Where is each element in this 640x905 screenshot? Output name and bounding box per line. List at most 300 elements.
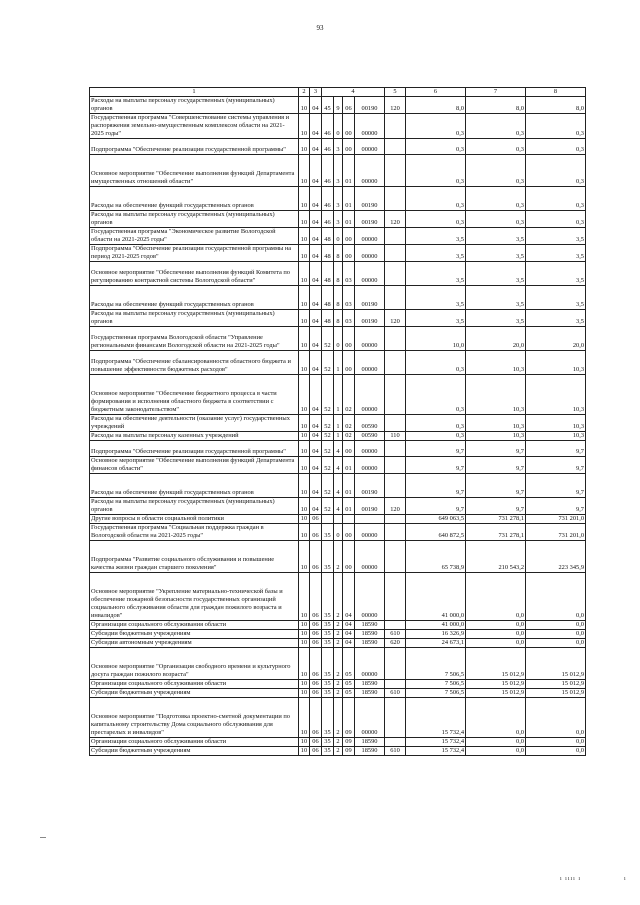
row-direction: 00000 xyxy=(355,155,385,187)
row-value-2021: 10,0 xyxy=(406,327,466,351)
row-value-2022: 0,0 xyxy=(466,738,526,747)
table-row xyxy=(90,698,586,738)
row-event: 04 xyxy=(343,630,355,639)
row-value-2022: 3,5 xyxy=(466,286,526,310)
row-direction: 18590 xyxy=(355,689,385,698)
row-value-2023: 8,0 xyxy=(526,97,586,114)
row-program: 46 xyxy=(322,211,334,228)
row-direction: 00000 xyxy=(355,375,385,415)
row-value-2023: 0,0 xyxy=(526,738,586,747)
row-subprogram: 2 xyxy=(334,630,343,639)
table-row xyxy=(90,415,586,432)
row-value-2022: 3,5 xyxy=(466,228,526,245)
row-direction: 00590 xyxy=(355,415,385,432)
row-subsection: 04 xyxy=(310,375,322,415)
row-direction: 00190 xyxy=(355,474,385,498)
row-direction xyxy=(355,515,385,524)
row-program: 35 xyxy=(322,541,334,573)
row-subprogram: 0 xyxy=(334,228,343,245)
row-program: 35 xyxy=(322,648,334,680)
row-program: 52 xyxy=(322,415,334,432)
row-expense-type xyxy=(385,187,406,211)
row-section: 10 xyxy=(299,457,310,474)
row-expense-type xyxy=(385,155,406,187)
row-name: Основное мероприятие "Обеспечение выполнения функций Комитета по регулированию контрактной системы Вологодской области" xyxy=(90,262,299,286)
table-row xyxy=(90,680,586,689)
row-event: 09 xyxy=(343,747,355,756)
row-value-2021: 0,3 xyxy=(406,155,466,187)
row-value-2022: 731 278,1 xyxy=(466,515,526,524)
row-program: 35 xyxy=(322,639,334,648)
row-program: 35 xyxy=(322,621,334,630)
row-subprogram: 0 xyxy=(334,114,343,139)
row-value-2023: 3,5 xyxy=(526,228,586,245)
row-name: Подпрограмма "Обеспечение сбалансированности областного бюджета и повышение эффективности бюджетных расходов" xyxy=(90,351,299,375)
row-name: Государственная программа "Совершенствование системы управления и распоряжения земельно-имущественным комплексом области на 2021-2025 годы" xyxy=(90,114,299,139)
row-name: Расходы на выплаты персоналу государственных (муниципальных) органов xyxy=(90,211,299,228)
row-value-2022: 15 012,9 xyxy=(466,648,526,680)
row-value-2021: 0,3 xyxy=(406,351,466,375)
row-value-2022: 10,3 xyxy=(466,375,526,415)
row-expense-type xyxy=(385,351,406,375)
row-value-2023: 9,7 xyxy=(526,441,586,457)
header-col-1: 1 xyxy=(90,88,299,97)
row-section: 10 xyxy=(299,747,310,756)
row-direction: 00000 xyxy=(355,648,385,680)
row-event: 00 xyxy=(343,441,355,457)
row-direction: 00000 xyxy=(355,457,385,474)
table-row xyxy=(90,648,586,680)
row-program: 46 xyxy=(322,187,334,211)
row-value-2022: 8,0 xyxy=(466,97,526,114)
row-subprogram: 4 xyxy=(334,457,343,474)
row-name: Расходы на выплаты персоналу казенных учреждений xyxy=(90,432,299,441)
row-event: 03 xyxy=(343,286,355,310)
row-program xyxy=(322,515,334,524)
row-subsection: 06 xyxy=(310,630,322,639)
row-expense-type xyxy=(385,228,406,245)
row-subprogram: 2 xyxy=(334,573,343,621)
row-subsection: 04 xyxy=(310,262,322,286)
row-subprogram: 3 xyxy=(334,211,343,228)
row-section: 10 xyxy=(299,524,310,541)
row-event: 00 xyxy=(343,228,355,245)
row-expense-type xyxy=(385,698,406,738)
table-row xyxy=(90,187,586,211)
row-name: Расходы на обеспечение функций государственных органов xyxy=(90,286,299,310)
row-program: 35 xyxy=(322,747,334,756)
row-value-2023: 0,3 xyxy=(526,155,586,187)
row-subsection: 04 xyxy=(310,245,322,262)
row-event: 09 xyxy=(343,738,355,747)
table-row xyxy=(90,97,586,114)
row-direction: 00000 xyxy=(355,441,385,457)
row-subsection: 06 xyxy=(310,689,322,698)
row-name: Расходы на обеспечение функций государственных органов xyxy=(90,187,299,211)
row-direction: 00190 xyxy=(355,211,385,228)
row-name: Подпрограмма "Обеспечение реализации государственной программы" xyxy=(90,139,299,155)
row-section: 10 xyxy=(299,211,310,228)
row-subsection: 04 xyxy=(310,498,322,515)
row-value-2023: 0,3 xyxy=(526,139,586,155)
row-event: 02 xyxy=(343,375,355,415)
row-expense-type: 110 xyxy=(385,432,406,441)
table-row xyxy=(90,541,586,573)
row-section: 10 xyxy=(299,155,310,187)
row-event: 03 xyxy=(343,310,355,327)
row-subsection: 04 xyxy=(310,415,322,432)
row-value-2022: 0,0 xyxy=(466,573,526,621)
row-subprogram: 8 xyxy=(334,245,343,262)
row-value-2021: 16 326,9 xyxy=(406,630,466,639)
row-subprogram: 2 xyxy=(334,639,343,648)
row-name: Основное мероприятие "Обеспечение выполнения функций Департамента имущественных отношений области" xyxy=(90,155,299,187)
row-section: 10 xyxy=(299,698,310,738)
row-event: 09 xyxy=(343,698,355,738)
row-section: 10 xyxy=(299,680,310,689)
row-subprogram: 2 xyxy=(334,621,343,630)
row-subprogram: 3 xyxy=(334,155,343,187)
row-expense-type: 120 xyxy=(385,498,406,515)
header-col-5: 5 xyxy=(385,88,406,97)
table-row xyxy=(90,211,586,228)
row-value-2021: 0,3 xyxy=(406,139,466,155)
row-section: 10 xyxy=(299,541,310,573)
row-program: 52 xyxy=(322,441,334,457)
row-subsection: 06 xyxy=(310,680,322,689)
row-section: 10 xyxy=(299,139,310,155)
row-program: 48 xyxy=(322,245,334,262)
row-subsection: 06 xyxy=(310,524,322,541)
row-program: 45 xyxy=(322,97,334,114)
table-row xyxy=(90,286,586,310)
row-name: Субсидии бюджетным учреждениям xyxy=(90,747,299,756)
row-value-2021: 0,3 xyxy=(406,187,466,211)
table-row xyxy=(90,114,586,139)
row-subprogram: 2 xyxy=(334,541,343,573)
row-event: 05 xyxy=(343,648,355,680)
row-subsection: 06 xyxy=(310,573,322,621)
row-direction: 18590 xyxy=(355,639,385,648)
row-event: 02 xyxy=(343,415,355,432)
row-value-2023: 0,3 xyxy=(526,114,586,139)
row-expense-type xyxy=(385,114,406,139)
row-value-2022: 3,5 xyxy=(466,245,526,262)
row-expense-type: 120 xyxy=(385,211,406,228)
row-direction: 00000 xyxy=(355,327,385,351)
row-value-2021: 15 732,4 xyxy=(406,747,466,756)
row-subsection: 06 xyxy=(310,648,322,680)
row-subprogram: 2 xyxy=(334,698,343,738)
row-program: 52 xyxy=(322,375,334,415)
row-expense-type: 610 xyxy=(385,630,406,639)
row-value-2023: 15 012,9 xyxy=(526,648,586,680)
row-expense-type xyxy=(385,415,406,432)
row-value-2021: 24 673,1 xyxy=(406,639,466,648)
row-subprogram: 0 xyxy=(334,524,343,541)
table-row xyxy=(90,245,586,262)
row-section: 10 xyxy=(299,187,310,211)
row-subsection: 04 xyxy=(310,187,322,211)
row-value-2023: 0,0 xyxy=(526,621,586,630)
header-col-2: 2 xyxy=(299,88,310,97)
table-row xyxy=(90,327,586,351)
row-program: 35 xyxy=(322,689,334,698)
row-name: Основное мероприятие "Обеспечение выполнения функций Департамента финансов области" xyxy=(90,457,299,474)
table-row xyxy=(90,139,586,155)
row-value-2021: 7 506,5 xyxy=(406,689,466,698)
row-direction: 00190 xyxy=(355,286,385,310)
row-subsection: 06 xyxy=(310,639,322,648)
row-subsection: 04 xyxy=(310,97,322,114)
table-row xyxy=(90,524,586,541)
budget-table xyxy=(89,87,586,756)
row-value-2022: 3,5 xyxy=(466,310,526,327)
row-program: 46 xyxy=(322,155,334,187)
row-value-2021: 3,5 xyxy=(406,262,466,286)
row-direction: 00000 xyxy=(355,698,385,738)
row-expense-type: 610 xyxy=(385,689,406,698)
row-name: Основное мероприятие "Организация свободного времени и культурного досуга граждан пожилого возраста" xyxy=(90,648,299,680)
row-expense-type xyxy=(385,375,406,415)
row-value-2023: 3,5 xyxy=(526,286,586,310)
row-section: 10 xyxy=(299,97,310,114)
row-program: 35 xyxy=(322,698,334,738)
row-expense-type: 120 xyxy=(385,310,406,327)
row-name: Расходы на выплаты персоналу государственных (муниципальных) органов xyxy=(90,498,299,515)
row-value-2023: 0,0 xyxy=(526,630,586,639)
header-col-4: 4 xyxy=(322,88,385,97)
row-subsection: 04 xyxy=(310,474,322,498)
table-row xyxy=(90,351,586,375)
row-name: Организации социального обслуживания области xyxy=(90,738,299,747)
row-event: 03 xyxy=(343,262,355,286)
header-col-7: 7 xyxy=(466,88,526,97)
row-expense-type xyxy=(385,648,406,680)
row-value-2022: 0,3 xyxy=(466,187,526,211)
row-expense-type xyxy=(385,474,406,498)
row-event: 00 xyxy=(343,114,355,139)
row-value-2023: 0,0 xyxy=(526,698,586,738)
table-row xyxy=(90,738,586,747)
row-event: 00 xyxy=(343,351,355,375)
row-subprogram: 1 xyxy=(334,375,343,415)
row-name: Расходы на выплаты персоналу государственных (муниципальных) органов xyxy=(90,97,299,114)
row-expense-type xyxy=(385,738,406,747)
row-section: 10 xyxy=(299,375,310,415)
row-subprogram: 2 xyxy=(334,689,343,698)
row-value-2022: 0,0 xyxy=(466,621,526,630)
row-program: 52 xyxy=(322,498,334,515)
row-value-2023: 731 201,0 xyxy=(526,515,586,524)
row-value-2021: 9,7 xyxy=(406,457,466,474)
row-section: 10 xyxy=(299,573,310,621)
row-value-2022: 10,3 xyxy=(466,432,526,441)
row-name: Подпрограмма "Обеспечение реализации государственной программы на период 2021-2025 годов" xyxy=(90,245,299,262)
row-direction: 00190 xyxy=(355,187,385,211)
row-section: 10 xyxy=(299,245,310,262)
row-value-2021: 7 506,5 xyxy=(406,648,466,680)
row-value-2023: 0,3 xyxy=(526,187,586,211)
row-name: Государственная программа "Социальная поддержка граждан в Вологодской области на 2021-2025 годы" xyxy=(90,524,299,541)
row-program: 35 xyxy=(322,573,334,621)
row-event: 00 xyxy=(343,524,355,541)
row-name: Подпрограмма "Обеспечение реализации государственной программы" xyxy=(90,441,299,457)
row-value-2023: 0,0 xyxy=(526,747,586,756)
row-subprogram: 8 xyxy=(334,262,343,286)
row-value-2022: 0,0 xyxy=(466,639,526,648)
table-row xyxy=(90,441,586,457)
row-direction: 18590 xyxy=(355,630,385,639)
row-name: Основное мероприятие "Подготовка проектно-сметной документации по капитальному строительству Дома социального обслуживания для престарелых и инвалидов" xyxy=(90,698,299,738)
table-row xyxy=(90,310,586,327)
row-value-2023: 10,3 xyxy=(526,375,586,415)
row-event: 04 xyxy=(343,573,355,621)
row-direction: 00190 xyxy=(355,310,385,327)
row-section: 10 xyxy=(299,415,310,432)
row-subprogram: 4 xyxy=(334,474,343,498)
row-value-2021: 9,7 xyxy=(406,441,466,457)
row-event: 01 xyxy=(343,187,355,211)
row-value-2023: 10,3 xyxy=(526,351,586,375)
row-expense-type xyxy=(385,621,406,630)
row-program: 52 xyxy=(322,351,334,375)
row-section: 10 xyxy=(299,648,310,680)
margin-mark xyxy=(40,837,46,838)
row-expense-type xyxy=(385,457,406,474)
row-value-2022: 9,7 xyxy=(466,457,526,474)
row-direction: 00000 xyxy=(355,351,385,375)
row-event: 01 xyxy=(343,498,355,515)
row-expense-type xyxy=(385,680,406,689)
footer-scan-mark-2: ı xyxy=(624,876,626,882)
row-subprogram: 8 xyxy=(334,286,343,310)
row-program: 46 xyxy=(322,114,334,139)
row-name: Расходы на обеспечение деятельности (оказание услуг) государственных учреждений xyxy=(90,415,299,432)
row-name: Государственная программа Вологодской области "Управление региональными финансами Вологодской области на 2021-2025 годы" xyxy=(90,327,299,351)
row-subsection: 04 xyxy=(310,327,322,351)
row-section: 10 xyxy=(299,286,310,310)
row-value-2023: 0,3 xyxy=(526,211,586,228)
row-value-2021: 15 732,4 xyxy=(406,698,466,738)
row-program: 35 xyxy=(322,738,334,747)
row-value-2023: 9,7 xyxy=(526,474,586,498)
row-expense-type: 610 xyxy=(385,747,406,756)
row-value-2023: 15 012,9 xyxy=(526,689,586,698)
row-section: 10 xyxy=(299,738,310,747)
row-event: 00 xyxy=(343,139,355,155)
row-value-2021: 649 063,5 xyxy=(406,515,466,524)
row-value-2021: 41 000,0 xyxy=(406,573,466,621)
row-name: Подпрограмма "Развитие социального обслуживания и повышение качества жизни граждан старшего поколения" xyxy=(90,541,299,573)
table-row xyxy=(90,432,586,441)
row-section: 10 xyxy=(299,441,310,457)
row-name: Основное мероприятие "Обеспечение бюджетного процесса в части формирования и исполнения областного бюджета в соответствии с бюджетным законодательством" xyxy=(90,375,299,415)
table-row xyxy=(90,515,586,524)
row-subprogram: 8 xyxy=(334,310,343,327)
row-subprogram: 3 xyxy=(334,187,343,211)
row-subprogram: 2 xyxy=(334,680,343,689)
row-value-2022: 10,3 xyxy=(466,415,526,432)
row-value-2022: 3,5 xyxy=(466,262,526,286)
table-header-row xyxy=(90,88,586,97)
row-value-2021: 0,3 xyxy=(406,211,466,228)
table-row xyxy=(90,155,586,187)
row-name: Основное мероприятие "Укрепление материально-технической базы и обеспечение пожарной безопасности государственных организаций социального обслуживания области для граждан пожилого возраста и инвалидов" xyxy=(90,573,299,621)
row-value-2021: 0,3 xyxy=(406,415,466,432)
row-direction: 00190 xyxy=(355,97,385,114)
row-event: 00 xyxy=(343,245,355,262)
row-direction: 00000 xyxy=(355,228,385,245)
row-event: 06 xyxy=(343,97,355,114)
table-row xyxy=(90,498,586,515)
row-value-2021: 3,5 xyxy=(406,228,466,245)
row-value-2023: 3,5 xyxy=(526,245,586,262)
row-section: 10 xyxy=(299,498,310,515)
row-expense-type xyxy=(385,327,406,351)
row-value-2023: 0,0 xyxy=(526,573,586,621)
header-col-8: 8 xyxy=(526,88,586,97)
row-value-2023: 20,0 xyxy=(526,327,586,351)
row-program: 52 xyxy=(322,432,334,441)
row-section: 10 xyxy=(299,689,310,698)
row-subprogram: 3 xyxy=(334,139,343,155)
row-event: 04 xyxy=(343,621,355,630)
row-value-2022: 210 543,2 xyxy=(466,541,526,573)
row-name: Расходы на выплаты персоналу государственных (муниципальных) органов xyxy=(90,310,299,327)
row-section: 10 xyxy=(299,262,310,286)
table-row xyxy=(90,474,586,498)
row-subsection: 04 xyxy=(310,155,322,187)
row-value-2021: 3,5 xyxy=(406,310,466,327)
row-value-2021: 640 872,5 xyxy=(406,524,466,541)
page-number: 93 xyxy=(316,24,324,32)
row-direction: 00000 xyxy=(355,524,385,541)
row-value-2022: 0,3 xyxy=(466,139,526,155)
row-section: 10 xyxy=(299,327,310,351)
row-value-2021: 3,5 xyxy=(406,286,466,310)
row-direction: 18590 xyxy=(355,621,385,630)
row-event: 01 xyxy=(343,457,355,474)
row-section: 10 xyxy=(299,228,310,245)
row-value-2022: 731 278,1 xyxy=(466,524,526,541)
row-value-2023: 9,7 xyxy=(526,457,586,474)
row-event: 05 xyxy=(343,689,355,698)
row-value-2023: 731 201,0 xyxy=(526,524,586,541)
row-value-2023: 0,0 xyxy=(526,639,586,648)
row-subprogram: 0 xyxy=(334,327,343,351)
row-expense-type: 120 xyxy=(385,97,406,114)
row-value-2023: 15 012,9 xyxy=(526,680,586,689)
row-subprogram: 9 xyxy=(334,97,343,114)
row-subprogram: 4 xyxy=(334,498,343,515)
table-row xyxy=(90,630,586,639)
row-value-2022: 0,0 xyxy=(466,698,526,738)
header-col-6: 6 xyxy=(406,88,466,97)
row-name: Государственная программа "Экономическое развитие Вологодской области на 2021-2025 годы" xyxy=(90,228,299,245)
row-subprogram: 2 xyxy=(334,747,343,756)
row-name: Другие вопросы в области социальной политики xyxy=(90,515,299,524)
row-value-2022: 15 012,9 xyxy=(466,689,526,698)
table-row xyxy=(90,375,586,415)
row-value-2022: 0,0 xyxy=(466,747,526,756)
row-value-2021: 8,0 xyxy=(406,97,466,114)
row-section: 10 xyxy=(299,621,310,630)
row-value-2022: 0,3 xyxy=(466,211,526,228)
row-value-2023: 223 345,9 xyxy=(526,541,586,573)
row-subsection: 04 xyxy=(310,211,322,228)
row-value-2021: 41 000,0 xyxy=(406,621,466,630)
